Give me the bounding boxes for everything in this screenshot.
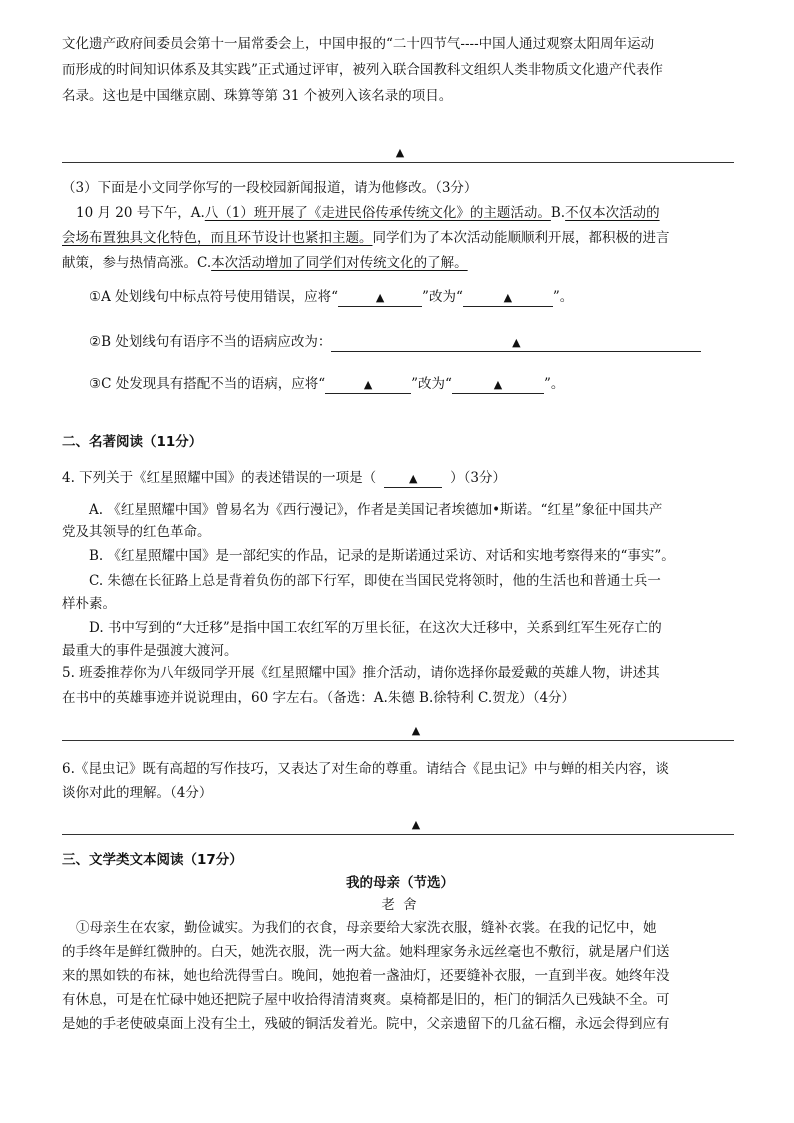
- option-a: 党及其领导的红色革命。: [62, 524, 211, 540]
- question-6: 谈你对此的理解。（4分）: [62, 785, 213, 801]
- option-c: 样朴素。: [62, 596, 116, 612]
- section-3-heading: 三、文学类文本阅读（17分）: [62, 852, 243, 868]
- news-text-line: 献策，参与热情高涨。C.本次活动增加了同学们对传统文化的了解。: [62, 255, 468, 271]
- answer-blank[interactable]: ▲: [463, 290, 553, 307]
- news-text-line: 10 月 20 号下午，A.八（1）班开展了《走进民俗传承传统文化》的主题活动。B.不仅本次活动的: [76, 205, 660, 221]
- article-paragraph-line: 的手终年是鲜红微肿的。白天，她洗衣服，洗一两大盆。她料理家务永远丝毫也不敷衍，就是屠户们送: [62, 944, 670, 960]
- answer-mark: ▲: [411, 818, 421, 831]
- question-4: 4. 下列关于《红星照耀中国》的表述错误的一项是（ ▲ ）（3分）: [62, 470, 507, 486]
- article-paragraph-line: 来的黑如铁的布袜，她也给洗得雪白。晚间，她抱着一盏油灯，还要缝补衣服，一直到半夜。她终年没: [62, 968, 670, 984]
- section-2-heading: 二、名著阅读（11分）: [62, 434, 203, 450]
- article-author: 老 舍: [381, 897, 419, 913]
- sentence-b: 会场布置独具文化特色，而且环节设计也紧扣主题。: [62, 230, 373, 246]
- answer-blank[interactable]: ▲: [338, 290, 422, 307]
- intro-line: 文化遗产政府间委员会第十一届常委会上，中国申报的“二十四节气----中国人通过观察太阳周年运动: [62, 36, 655, 52]
- option-d: 最重大的事件是强渡大渡河。: [62, 643, 238, 659]
- answer-blank[interactable]: ▲: [452, 377, 544, 394]
- question-5: 在书中的英雄事迹并说说理由，60 字左右。（备选：A.朱德 B.徐特利 C.贺龙）（4分）: [62, 690, 576, 706]
- sentence-c: 本次活动增加了同学们对传统文化的了解。: [211, 255, 468, 271]
- question-5: 5. 班委推荐你为八年级同学开展《红星照耀中国》推介活动，请你选择你最爱戴的英雄人物，讲述其: [62, 665, 660, 681]
- sub-question-1: ①A 处划线句中标点符号使用错误，应将“ ▲ ”改为“ ▲ ”。: [89, 289, 574, 305]
- answer-line[interactable]: [62, 834, 734, 835]
- answer-mark: ▲: [395, 146, 405, 159]
- answer-mark: ▲: [411, 724, 421, 737]
- answer-line[interactable]: [62, 162, 734, 163]
- option-b: B. 《红星照耀中国》是一部纪实的作品，记录的是斯诺通过采访、对话和实地考察得来的“事实”。: [89, 548, 675, 564]
- article-paragraph-line: 有休息，可是在忙碌中她还把院子屋中收拾得清清爽爽。桌椅都是旧的，柜门的铜活久已残缺不全。可: [62, 992, 670, 1008]
- article-paragraph-line: ①母亲生在农家，勤俭诚实。为我们的衣食，母亲要给大家洗衣服，缝补衣裳。在我的记忆中，她: [76, 920, 657, 936]
- option-d: D. 书中写到的“大迁移”是指中国工农红军的万里长征，在这次大迁移中，关系到红军生死存亡的: [89, 620, 662, 636]
- article-title: 我的母亲（节选）: [346, 875, 454, 891]
- answer-line[interactable]: [62, 740, 734, 741]
- answer-blank[interactable]: ▲: [325, 377, 411, 394]
- option-c: C. 朱德在长征路上总是背着负伤的部下行军，即使在当国民党将领时，他的生活也和普通士兵一: [89, 573, 661, 589]
- news-text-line: 会场布置独具文化特色，而且环节设计也紧扣主题。同学们为了本次活动能顺顺利开展，都积极的进言: [62, 230, 670, 246]
- sentence-b: 不仅本次活动的: [565, 205, 660, 221]
- sub-question-2: ②B 处划线句有语序不当的语病应改为： ▲: [89, 332, 738, 352]
- option-a: A. 《红星照耀中国》曾易名为《西行漫记》，作者是美国记者埃德加•斯诺。“红星”象征中国共产: [89, 502, 663, 518]
- article-paragraph-line: 是她的手老使破桌面上没有尘土，残破的铜活发着光。院中，父亲遗留下的几盆石榴，永远会得到应有: [62, 1016, 670, 1032]
- sub-question-3: ③C 处发现具有搭配不当的语病，应将“ ▲ ”改为“ ▲ ”。: [89, 376, 565, 392]
- intro-line: 名录。这也是中国继京剧、珠算等第 31 个被列入该名录的项目。: [62, 88, 453, 104]
- question-3-title: （3）下面是小文同学你写的一段校园新闻报道，请为他修改。（3分）: [62, 180, 478, 196]
- question-6: 6.《昆虫记》既有高超的写作技巧，又表达了对生命的尊重。请结合《昆虫记》中与蝉的相关内容，谈: [62, 761, 669, 777]
- sentence-a: 八（1）班开展了《走进民俗传承传统文化》的主题活动。: [204, 205, 551, 221]
- answer-blank[interactable]: ▲: [331, 335, 701, 352]
- intro-line: 而形成的时间知识体系及其实践”正式通过评审，被列入联合国教科文组织人类非物质文化遗产代表作: [62, 62, 663, 78]
- answer-blank[interactable]: ▲: [384, 471, 442, 488]
